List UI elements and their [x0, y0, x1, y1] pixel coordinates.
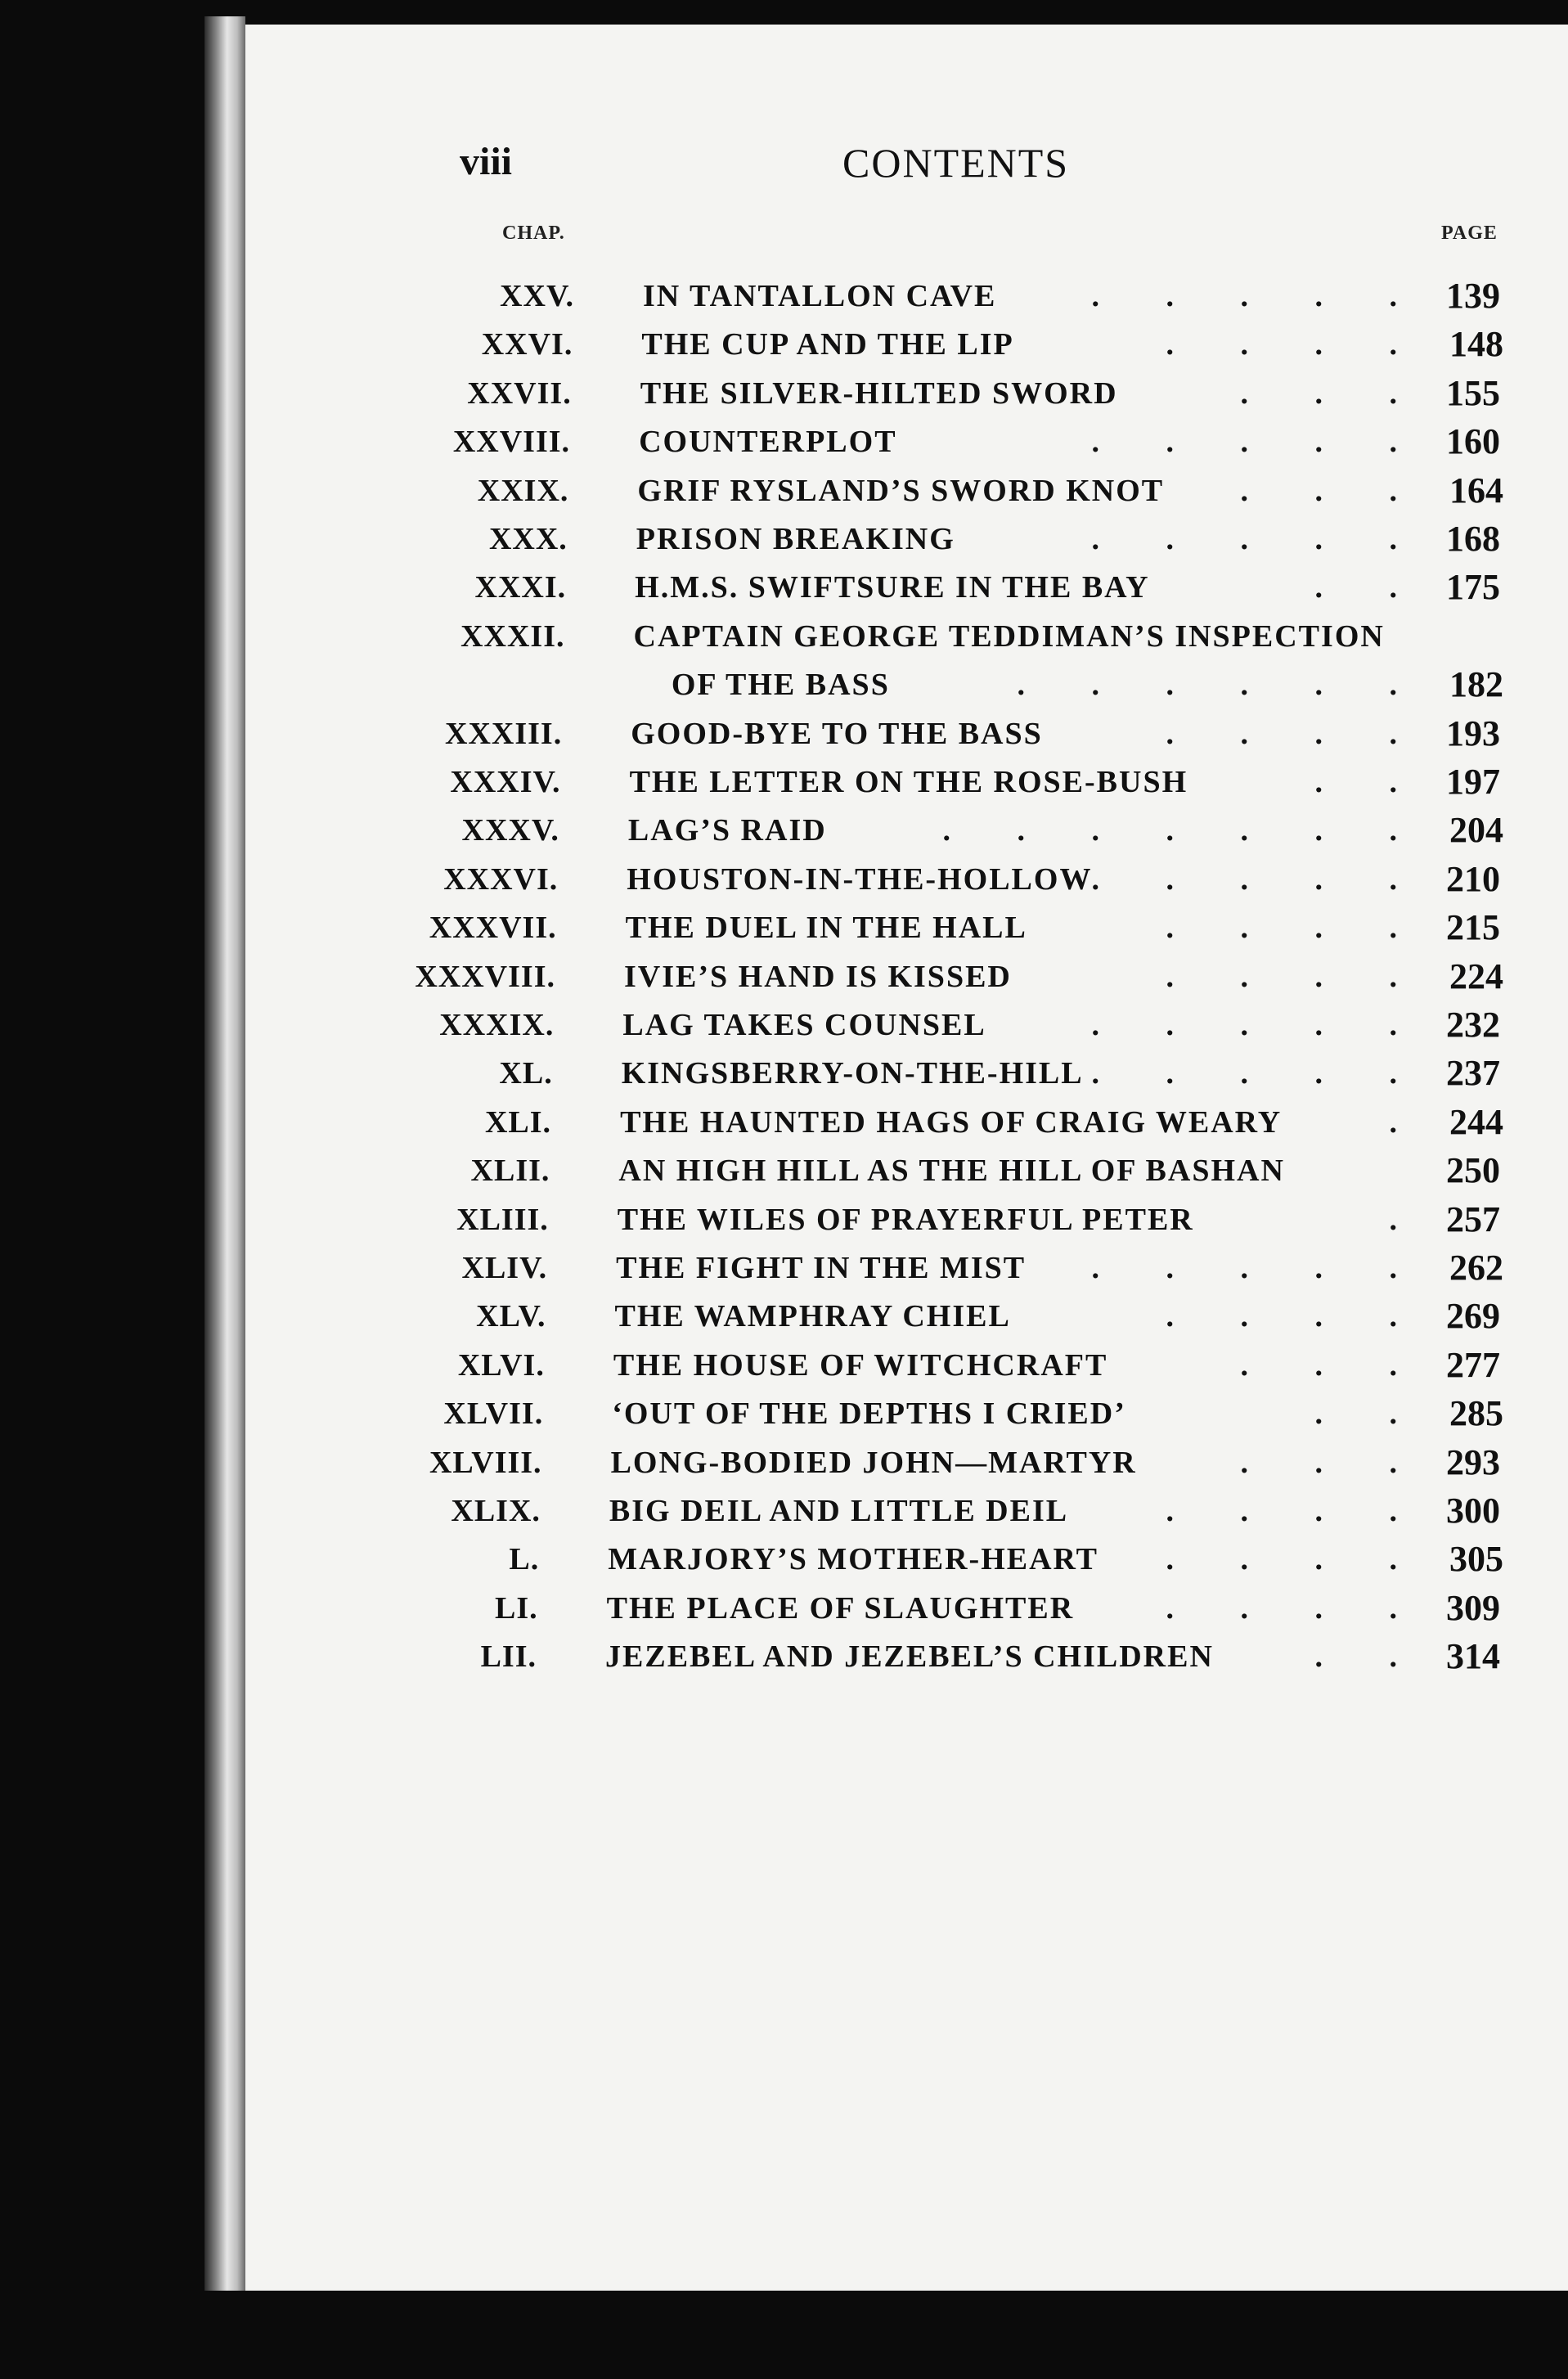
dot-leader: . . . . .: [1091, 1056, 1426, 1091]
chapter-number: XLIX.: [451, 1494, 541, 1528]
chapter-number: XXXVI.: [443, 861, 559, 897]
chapter-title: IN TANTALLON CAVE: [643, 279, 997, 313]
page-reference: 232: [1446, 1005, 1500, 1045]
page-reference: 193: [1446, 713, 1500, 753]
page-reference: 210: [1446, 858, 1500, 899]
page-reference: 237: [1446, 1053, 1500, 1094]
contents-list: [245, 25, 1568, 2291]
chapter-title: THE CUP AND THE LIP: [641, 327, 1014, 362]
dot-leader: . . .: [1240, 376, 1426, 411]
dot-leader: . . . .: [1166, 1494, 1426, 1528]
running-title: CONTENTS: [842, 140, 1070, 186]
dot-leader: . .: [1314, 765, 1426, 799]
page-reference: 148: [1449, 324, 1503, 365]
chapter-title: BIG DEIL AND LITTLE DEIL: [609, 1494, 1069, 1528]
chapter-number: LI.: [495, 1590, 538, 1626]
chapter-number: XXXV.: [461, 813, 559, 848]
page-reference: 139: [1446, 276, 1500, 316]
dot-leader: .: [1389, 1202, 1426, 1237]
chapter-title: IVIE’S HAND IS KISSED: [624, 959, 1012, 994]
dot-leader: . . .: [1240, 1347, 1426, 1383]
chapter-number: XXVI.: [481, 327, 573, 362]
chapter-number: XXXIX.: [439, 1008, 555, 1042]
chapter-number: XLIV.: [461, 1251, 548, 1285]
dot-leader: . . . . .: [1091, 425, 1426, 460]
book-page: [245, 25, 1568, 2291]
dot-leader: . .: [1314, 1639, 1426, 1675]
chapter-title: LAG’S RAID: [627, 813, 827, 848]
chapter-title: LONG-BODIED JOHN—MARTYR: [610, 1445, 1137, 1480]
chapter-title: THE LETTER ON THE ROSE-BUSH: [629, 765, 1188, 799]
chapter-number: XXX.: [488, 522, 568, 556]
page-reference: 224: [1449, 956, 1503, 996]
dot-leader: . . . . . . .: [942, 813, 1426, 848]
page-reference: 164: [1449, 470, 1503, 510]
page-reference: 277: [1446, 1344, 1500, 1385]
page-reference: 305: [1449, 1539, 1503, 1580]
dot-leader: . . . . .: [1091, 279, 1426, 313]
dot-leader: .: [1389, 1104, 1426, 1140]
page-reference: 168: [1446, 519, 1500, 559]
chapter-title: COUNTERPLOT: [639, 425, 897, 460]
chapter-title: THE HAUNTED HAGS OF CRAIG WEARY: [620, 1104, 1283, 1140]
chapter-title: MARJORY’S MOTHER-HEART: [608, 1542, 1098, 1577]
chapter-number: XXXII.: [461, 618, 565, 654]
page-reference: 215: [1446, 907, 1500, 948]
page-reference: 309: [1446, 1587, 1500, 1628]
chapter-number: XLI.: [484, 1104, 552, 1140]
chapter-number: XLVIII.: [429, 1445, 542, 1480]
page-number: viii: [460, 140, 513, 183]
page-reference: 250: [1446, 1150, 1500, 1191]
page-reference: 269: [1446, 1296, 1500, 1337]
chapter-number: XXXIV.: [450, 765, 561, 799]
chapter-number: XXVII.: [467, 376, 572, 411]
chapter-title: THE DUEL IN THE HALL: [625, 911, 1027, 946]
page-reference: 285: [1449, 1393, 1503, 1434]
chapter-title: THE HOUSE OF WITCHCRAFT: [613, 1347, 1108, 1383]
dot-leader: . . . .: [1166, 911, 1426, 946]
page-reference: 300: [1446, 1491, 1500, 1531]
chapter-title: GRIF RYSLAND’S SWORD KNOT: [637, 473, 1165, 508]
chapter-title: PRISON BREAKING: [636, 522, 955, 556]
chapter-number: XXXI.: [474, 570, 567, 605]
chap-column-label: CHAP.: [502, 223, 565, 244]
dot-leader: . . . . .: [1091, 1251, 1426, 1285]
chapter-title: CAPTAIN GEORGE TEDDIMAN’S INSPECTION: [633, 618, 1385, 654]
chapter-title: JEZEBEL AND JEZEBEL’S CHILDREN: [605, 1639, 1214, 1675]
dot-leader: . .: [1314, 1396, 1426, 1432]
chapter-title: THE WILES OF PRAYERFUL PETER: [617, 1202, 1194, 1237]
page-bottom-edge: [245, 2291, 1568, 2379]
dot-leader: . . . .: [1166, 1542, 1426, 1577]
chapter-title: AN HIGH HILL AS THE HILL OF BASHAN: [618, 1154, 1285, 1189]
chapter-title: KINGSBERRY-ON-THE-HILL: [621, 1056, 1084, 1091]
dot-leader: . . .: [1240, 473, 1426, 508]
chapter-number: XLV.: [476, 1299, 546, 1334]
dot-leader: . .: [1314, 570, 1426, 605]
dot-leader: . . . .: [1166, 716, 1426, 751]
chapter-number: XL.: [499, 1056, 553, 1091]
dot-leader: . . . .: [1166, 1299, 1426, 1334]
dot-leader: . . . .: [1166, 959, 1426, 994]
chapter-number: XXXVIII.: [415, 959, 555, 994]
book-spine-edge: [204, 16, 245, 2291]
dot-leader: . . . . .: [1091, 522, 1426, 556]
chapter-number: XLVII.: [443, 1396, 544, 1432]
dot-leader: . . .: [1240, 1445, 1426, 1480]
chapter-title: THE FIGHT IN THE MIST: [616, 1251, 1027, 1285]
chapter-title: THE SILVER-HILTED SWORD: [640, 376, 1118, 411]
chapter-title: THE PLACE OF SLAUGHTER: [606, 1590, 1075, 1626]
chapter-title: THE WAMPHRAY CHIEL: [614, 1299, 1011, 1334]
chapter-title-continued: OF THE BASS: [671, 668, 890, 703]
chapter-number: XXVIII.: [452, 425, 571, 460]
dot-leader: . . . . . .: [1017, 668, 1426, 703]
chapter-number: XLIII.: [456, 1202, 549, 1237]
dot-leader: . . . . .: [1091, 1008, 1426, 1042]
chapter-title: ‘OUT OF THE DEPTHS I CRIED’: [612, 1396, 1126, 1432]
chapter-title: LAG TAKES COUNSEL: [622, 1008, 986, 1042]
page-column-label: PAGE: [1441, 223, 1498, 244]
chapter-number: XXIX.: [477, 473, 569, 508]
page-reference: 314: [1446, 1636, 1500, 1677]
chapter-number: XXV.: [500, 279, 574, 313]
chapter-number: XLVI.: [457, 1347, 545, 1383]
chapter-number: XLII.: [470, 1154, 550, 1189]
page-reference: 182: [1449, 664, 1503, 705]
chapter-title: H.M.S. SWIFTSURE IN THE BAY: [635, 570, 1150, 605]
dot-leader: . . . .: [1166, 1590, 1426, 1626]
chapter-title: HOUSTON-IN-THE-HOLLOW: [627, 861, 1093, 897]
page-reference: 204: [1449, 810, 1503, 851]
page-reference: 197: [1446, 762, 1500, 802]
dot-leader: . . . . .: [1091, 861, 1426, 897]
chapter-number: L.: [509, 1542, 540, 1577]
chapter-number: XXXVII.: [429, 911, 557, 946]
page-reference: 244: [1449, 1101, 1503, 1142]
page-reference: 257: [1446, 1198, 1500, 1239]
page-reference: 175: [1446, 567, 1500, 608]
page-reference: 155: [1446, 372, 1500, 413]
dot-leader: . . . .: [1166, 327, 1426, 362]
page-reference: 160: [1446, 421, 1500, 462]
chapter-number: XXXIII.: [445, 716, 563, 751]
chapter-title: GOOD-BYE TO THE BASS: [631, 716, 1043, 751]
page-reference: 293: [1446, 1441, 1500, 1482]
page-reference: 262: [1449, 1248, 1503, 1288]
chapter-number: LII.: [480, 1639, 537, 1675]
